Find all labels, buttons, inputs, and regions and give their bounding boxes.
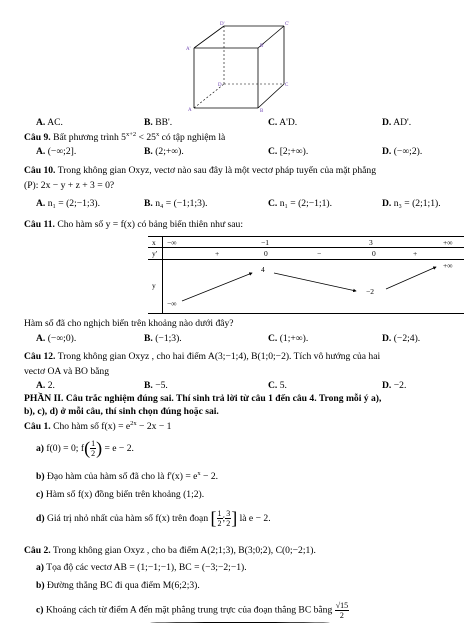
cube-edge (194, 26, 224, 48)
q10-stem-line2: (P): 2x − y + z + 3 = 0? (24, 180, 115, 191)
q10-options (36, 198, 466, 211)
q8-options (36, 117, 466, 130)
q10-option-b[interactable]: B. n₄ = (−1;1;3). (144, 198, 208, 209)
q11-options (36, 333, 466, 346)
cube-label: D (218, 83, 222, 88)
table-row-y-label: y (152, 281, 156, 290)
q12-option-d[interactable]: D. −2. (382, 380, 407, 391)
table-yp-value: − (317, 249, 322, 258)
table-x-value: −1 (261, 238, 269, 247)
q10-option-d[interactable]: D. n₃ = (2;1;1). (382, 198, 441, 209)
q8-option-b[interactable]: B. BB'. (144, 117, 173, 128)
table-yp-value: 0 (372, 249, 376, 258)
q10-option-c[interactable]: C. n₁ = (2;−1;1). (268, 198, 333, 209)
decrease-arrow (274, 273, 356, 291)
increase-arrow (182, 273, 252, 301)
q11-option-c[interactable]: C. (1;+∞). (268, 333, 309, 344)
q12-option-a[interactable]: A. 2. (36, 380, 55, 391)
table-y-value: +∞ (443, 261, 453, 270)
p2q1-item-c[interactable]: c) Hàm số f(x) đồng biến trên khoảng (1;2). (36, 489, 205, 500)
q8-option-c[interactable]: C. A'D. (268, 117, 298, 128)
q8-option-d[interactable]: D. AD'. (382, 117, 412, 128)
q12-stem-line2: vectơ OA và BO bằng (24, 366, 110, 377)
part2-heading-line2: b), c), d) ở mỗi câu, thí sinh chọn đúng hoặc sai. (24, 406, 219, 417)
table-x-value: 3 (369, 238, 373, 247)
page-mark (150, 622, 330, 623)
q12-option-c[interactable]: C. 5. (268, 380, 287, 391)
table-x-value: −∞ (167, 238, 177, 247)
table-divider (148, 247, 464, 248)
table-yp-value: + (215, 249, 220, 258)
table-row-x-label: x (152, 238, 156, 247)
cube-label: A' (186, 47, 191, 52)
p2q1-item-a[interactable]: a) f(0) = 0; f( $\frac{1}{2}$ ) = e − 2. (36, 438, 134, 459)
q12-stem: Câu 12. Trong không gian Oxyz , cho hai điểm A(3;−1;4), B(1;0;−2). Tích vô hướng của hai (24, 351, 381, 362)
q11-option-d[interactable]: D. (−2;4). (382, 333, 421, 344)
part2-heading: PHẦN II. Câu trắc nghiệm đúng sai. Thí sinh trả lời từ câu 1 đến câu 4. Trong mỗi ý a), (24, 393, 382, 404)
p2q2-stem: Câu 2. Trong không gian Oxyz , cho ba điểm A(2;1;3), B(3;0;2), C(0;−2;1). (24, 545, 316, 556)
cube-label: C (285, 83, 289, 88)
p2q1-item-b[interactable]: b) Đạo hàm của hàm số đã cho là $f'(x) = e^x - 2$. (36, 470, 219, 483)
q9-option-a[interactable]: A. (−∞;2]. (36, 146, 77, 157)
q11-option-a[interactable]: A. (−∞;0). (36, 333, 77, 344)
q9-options (36, 146, 466, 159)
table-arrows (148, 259, 464, 313)
q11-stem: Câu 11. Cho hàm số y = f(x) có bảng biến thiên như sau: (24, 219, 243, 230)
q11-option-b[interactable]: B. (−1;3). (144, 333, 182, 344)
q10-option-a[interactable]: A. n₁ = (2;−1;3). (36, 198, 101, 209)
q12-option-b[interactable]: B. −5. (144, 380, 168, 391)
q11-question: Hàm số đã cho nghịch biến trên khoảng nào dưới đây? (24, 318, 234, 329)
variation-table (148, 236, 464, 314)
table-y-value: −2 (366, 287, 374, 296)
p2q1-stem: Câu 1. Cho hàm số $f(x) = e^{2x} - 2x - 1$ (24, 420, 172, 433)
q9-stem: Câu 9. Bất phương trình $5^{x+2} < 25^x$ có tập nghiệm là (24, 131, 226, 144)
cube-label: A (188, 108, 192, 112)
table-yp-value: 0 (264, 249, 268, 258)
p2q2-item-b[interactable]: b) Đường thẳng BC đi qua điểm M(6;2;3). (36, 580, 200, 591)
cube-label: B (260, 109, 264, 112)
p2q2-item-a[interactable]: a) Tọa độ các vectơ AB = (1;−1;−1), BC = (−3;−2;−1). (36, 562, 247, 573)
q8-option-a[interactable]: A. AC. (36, 117, 63, 128)
table-row-yp-label: y' (152, 249, 158, 258)
cube-edge (258, 84, 284, 108)
increase-arrow (386, 267, 436, 289)
table-yp-value: + (413, 249, 418, 258)
q12-options (36, 380, 466, 393)
q9-option-c[interactable]: C. [2;+∞). (268, 146, 309, 157)
p2q1-item-d[interactable]: d) Giá trị nhỏ nhất của hàm số f(x) trên đoạn [ $\frac{1}{2}$ ; $\frac{3}{2}$ ] là e − 2. (36, 508, 271, 529)
cube-figure (180, 20, 290, 112)
q9-option-b[interactable]: B. (2;+∞). (144, 146, 184, 157)
table-x-value: +∞ (443, 238, 453, 247)
q9-option-d[interactable]: D. (−∞;2). (382, 146, 423, 157)
table-y-value: −∞ (167, 299, 177, 308)
cube-label: D' (220, 22, 225, 27)
cube-label: C' (285, 22, 290, 27)
q10-stem: Câu 10. Trong không gian Oxyz, vectơ nào sau đây là một vectơ pháp tuyến của mặt phẳng (24, 165, 377, 176)
p2q2-item-c[interactable]: c) Khoảng cách từ điểm A đến mặt phẳng trung trực của đoạn thẳng BC bằng $\frac{√15}{2}$ (36, 601, 349, 620)
cube-label: B' (260, 44, 265, 49)
table-y-value: 4 (261, 265, 265, 274)
